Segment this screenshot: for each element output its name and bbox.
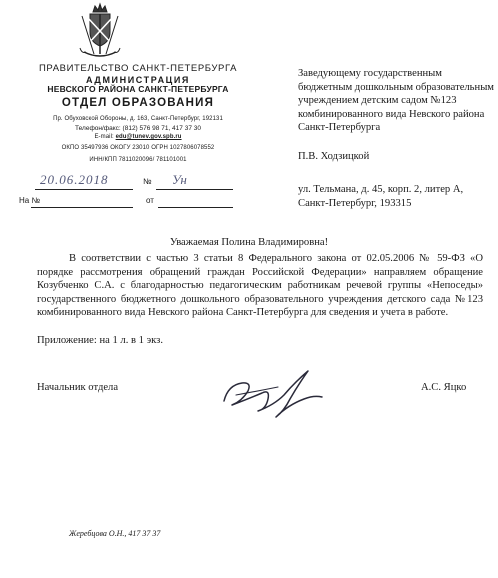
administration-name: АДМИНИСТРАЦИЯ [86, 75, 190, 85]
email-link[interactable]: edu@tunev.gov.spb.ru [115, 134, 182, 140]
government-name: ПРАВИТЕЛЬСТВО САНКТ-ПЕТЕРБУРГА [38, 63, 238, 74]
addressee-position: Заведующему государственным бюджетным дошкольным образовательным учреждением детским садом №123 комбинированного вида Невского района Санкт-Петербурга [298, 68, 495, 133]
reg-number: Ун [172, 172, 187, 187]
reg-number-label: № [143, 177, 152, 186]
ref-number-label: На № [19, 196, 41, 205]
reg-date: 20.06.2018 [40, 172, 109, 187]
attachment-note: Приложение: на 1 л. в 1 экз. [37, 335, 163, 346]
ref-from-field [158, 195, 233, 208]
handwritten-signature-icon [218, 365, 328, 419]
signer-position: Начальник отдела [37, 382, 119, 393]
addressee-address [298, 183, 463, 210]
email-line [20, 134, 256, 140]
ref-number-field [31, 195, 133, 208]
coat-of-arms-icon [60, 2, 140, 62]
letter-body: В соответствии с частью 3 статьи 8 Федерального закона от 02.05.2006 № 59-ФЗ «О порядке рассмотрения обращений граждан Российской Федерации» направляем обращение Козубченко С.А. с благодарностью педагогическим работникам речевой группы «Непоседы» государственного бюджетного дошкольного образовательного учреждения детского сада №123 комбинированного вида Невского района Санкт-Петербурга для сведения и учета в работе. [37, 253, 483, 318]
org-inn-kpp: ИНН/КПП 7811020096/ 781101001 [89, 157, 187, 163]
addressee-address-line: ул. Тельмана, д. 45, корп. 2, литер А, [298, 184, 464, 195]
org-codes: ОКПО 35497936 ОКОГУ 23010 ОГРН 1027806078552 [61, 145, 215, 151]
district-name: НЕВСКОГО РАЙОНА САНКТ-ПЕТЕРБУРГА [47, 84, 229, 94]
signer-name: А.С. Яцко [421, 382, 467, 393]
ref-from-label: от [146, 196, 154, 205]
org-address: Пр. Обуховской Обороны, д. 163, Санкт-Петербург, 192131 [53, 116, 223, 122]
org-phone: Телефон/факс: (812) 576 98 71, 417 37 30 [75, 125, 201, 132]
addressee-name: П.В. Ходзицкой [298, 151, 370, 162]
department-name: ОТДЕЛ ОБРАЗОВАНИЯ [61, 97, 215, 109]
email-label: E-mail: [94, 134, 114, 140]
addressee-address-line: Санкт-Петербург, 193315 [298, 197, 412, 209]
executor-contact: Жеребцова О.Н., 417 37 37 [69, 529, 161, 538]
greeting: Уважаемая Полина Владимировна! [169, 237, 329, 248]
reg-number-field [156, 176, 233, 190]
